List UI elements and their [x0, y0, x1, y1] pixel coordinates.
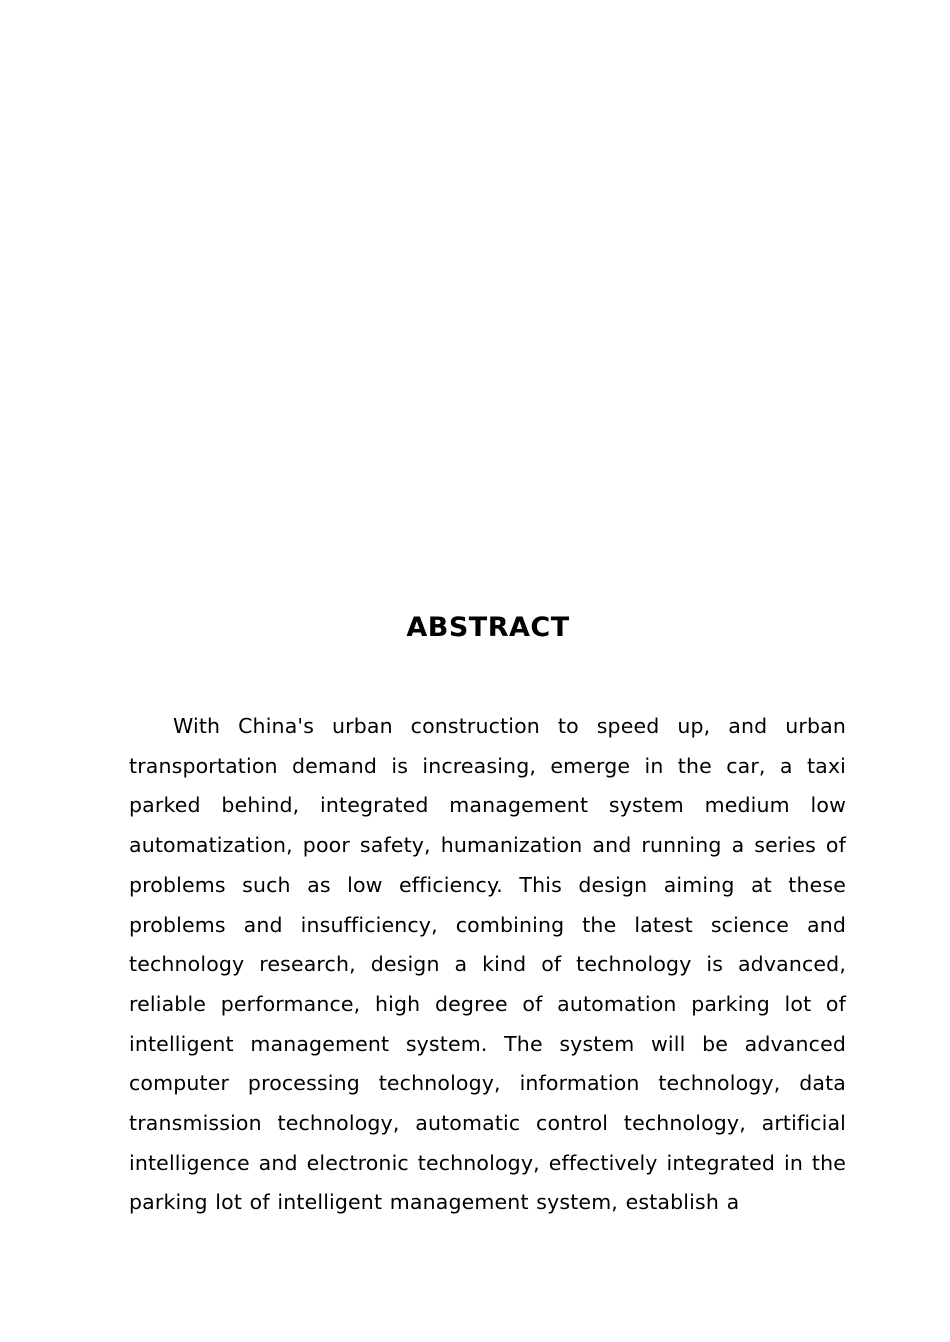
abstract-paragraph: With China's urban construction to speed up, and urban transportation demand is increasing, emerge in the car, a taxi parked behind, integrated management system medium low automatization, poor safety, humanization and running a series of problems such as low efficiency. This design aiming at these problems and insufficiency, combining the latest science and technology research, design a kind of technology is advanced, reliable performance, high degree of automation parking lot of intelligent management system. The system will be advanced computer processing technology, information technology, data transmission technology, automatic control technology, artificial intelligence and electronic technology, effectively integrated in the parking lot of intelligent management system, establish a: [129, 714, 846, 1215]
abstract-heading: ABSTRACT: [406, 612, 570, 643]
